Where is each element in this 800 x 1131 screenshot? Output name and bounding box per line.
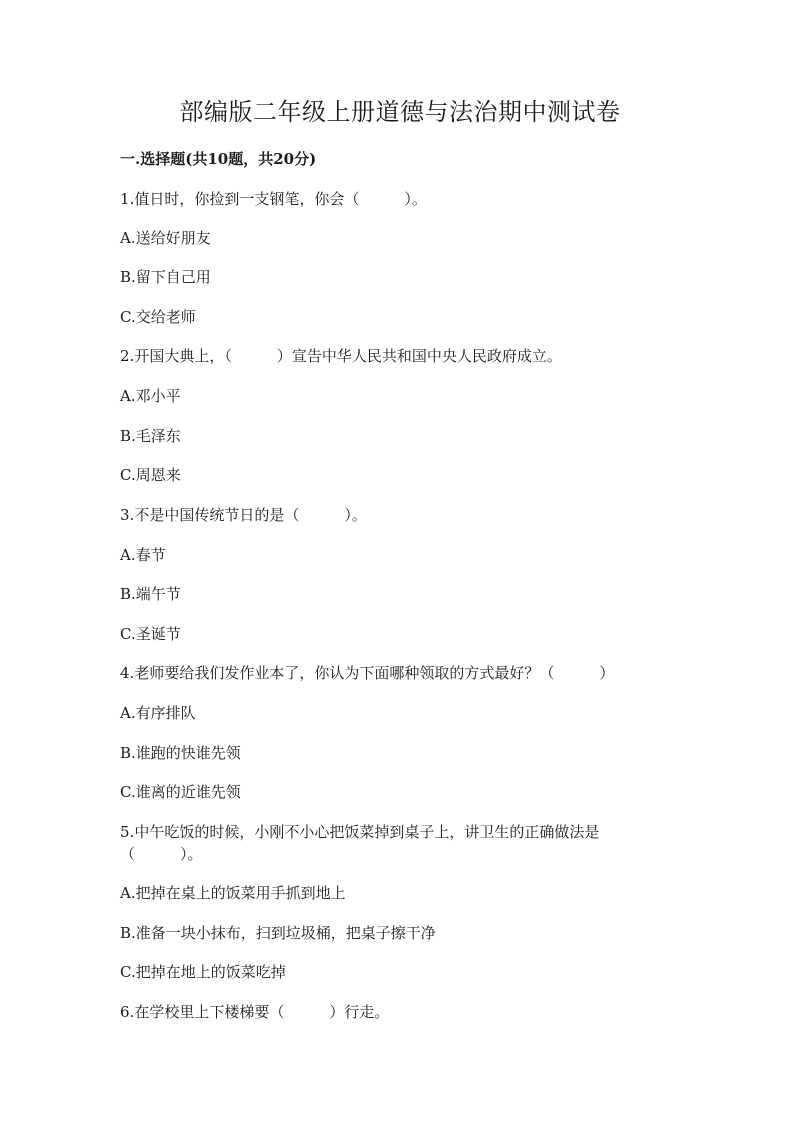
question-number: 1.	[120, 190, 135, 208]
question-4	[120, 662, 614, 684]
option-letter: B.	[120, 585, 136, 603]
option-text: 有序排队	[135, 704, 196, 722]
q3-option-c	[120, 623, 181, 645]
option-text: 送给好朋友	[135, 229, 211, 247]
q2-option-b	[120, 425, 181, 447]
option-text: 邓小平	[135, 387, 181, 405]
option-letter: C.	[120, 308, 136, 326]
question-6	[120, 1001, 389, 1023]
option-letter: B.	[120, 427, 136, 445]
question-2	[120, 345, 562, 367]
question-text: 老师要给我们发作业本了，你认为下面哪种领取的方式最好？（ ）	[134, 664, 615, 682]
question-text: 开国大典上，（ ）宣告中华人民共和国中央人民政府成立。	[134, 347, 562, 365]
option-letter: B.	[120, 924, 136, 942]
option-text: 周恩来	[135, 466, 181, 484]
option-letter: C.	[120, 783, 136, 801]
option-text: 端午节	[135, 585, 181, 603]
question-text: 在学校里上下楼梯要（ ）行走。	[134, 1003, 390, 1021]
question-number: 4.	[120, 664, 135, 682]
q5-option-a	[120, 882, 346, 904]
q1-option-a	[120, 227, 211, 249]
q5-option-c	[120, 961, 286, 983]
option-letter: B.	[120, 744, 136, 762]
question-3	[120, 504, 367, 526]
option-text: 谁跑的快谁先领	[135, 744, 241, 762]
option-text: 把掉在地上的饭菜吃掉	[135, 963, 286, 981]
q3-option-a	[120, 544, 166, 566]
question-5	[120, 821, 650, 865]
q2-option-c	[120, 464, 181, 486]
option-letter: B.	[120, 268, 136, 286]
option-letter: A.	[120, 546, 136, 564]
question-number: 5.	[120, 823, 135, 841]
section-heading: 一.选择题(共10题，共20分)	[120, 150, 317, 168]
option-text: 圣诞节	[135, 625, 181, 643]
option-letter: A.	[120, 387, 136, 405]
option-text: 把掉在桌上的饭菜用手抓到地上	[135, 884, 346, 902]
option-letter: C.	[120, 466, 136, 484]
option-letter: C.	[120, 963, 136, 981]
question-1	[120, 188, 427, 210]
option-text: 准备一块小抹布，扫到垃圾桶，把桌子擦干净	[135, 924, 436, 942]
question-text: 值日时，你捡到一支钢笔，你会（ ）。	[134, 190, 427, 208]
option-text: 交给老师	[135, 308, 196, 326]
q4-option-c	[120, 781, 241, 803]
question-number: 3.	[120, 506, 135, 524]
option-letter: A.	[120, 704, 136, 722]
q1-option-b	[120, 266, 211, 288]
option-text: 留下自己用	[135, 268, 211, 286]
q2-option-a	[120, 385, 181, 407]
q4-option-b	[120, 742, 241, 764]
q1-option-c	[120, 306, 196, 328]
option-text: 谁离的近谁先领	[135, 783, 241, 801]
q5-option-b	[120, 922, 436, 944]
option-text: 春节	[135, 546, 166, 564]
option-letter: A.	[120, 229, 136, 247]
question-number: 6.	[120, 1003, 135, 1021]
option-letter: A.	[120, 884, 136, 902]
option-letter: C.	[120, 625, 136, 643]
exam-title: 部编版二年级上册道德与法治期中测试卷	[179, 98, 621, 126]
q3-option-b	[120, 583, 181, 605]
question-number: 2.	[120, 347, 135, 365]
question-text: 不是中国传统节日的是（ ）。	[134, 506, 367, 524]
option-text: 毛泽东	[135, 427, 181, 445]
q4-option-a	[120, 702, 196, 724]
question-text: 中午吃饭的时候，小刚不小心把饭菜掉到桌子上，讲卫生的正确做法是（ ）。	[120, 823, 600, 863]
